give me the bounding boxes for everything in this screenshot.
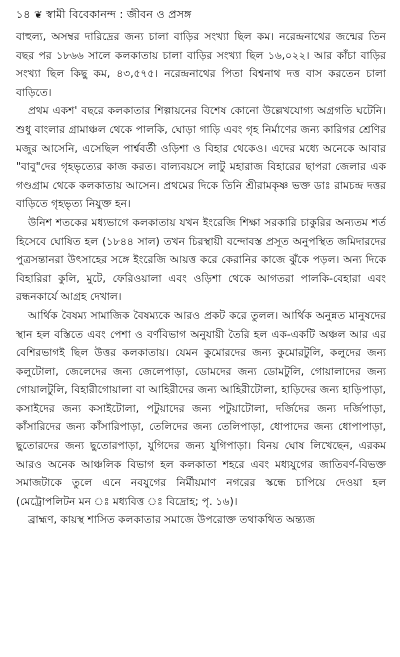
paragraph: প্রথম একশ' বছরে কলকাতার শিল্পায়নের বিশেষ কোনো উল্লেখযোগ্য অগ্রগতি ঘটেনি। শুধু বাংলার গ্রামাঞ্চল থেকে পালকি, ঘোড়া গাড়ি এবং গৃহ নির্মাণের জন্য কারিগর শ্রেণির মজুর আসেনি, এসেছিল পার্শ্ববর্তী ওড়িশা ও বিহার থেকেও। এদের মধ্যে অনেকে আবার "বাবু"দের গৃহভৃত্যের কাজ করত। বাল্যবয়সে লাটু মহারাজ বিহারের ছাপরা জেলার এক গণ্ডগ্রাম থেকে কলকাতায় আসেন। প্রথমের দিকে তিনি শ্রীরামকৃষ্ণ ভক্ত ডাঃ রামচন্দ্র দত্তর বাড়িতে গৃহভৃত্য নিযুক্ত হন। bbox=[16, 105, 386, 211]
body-text bbox=[16, 28, 386, 530]
running-header bbox=[16, 8, 386, 24]
paragraph: উনিশ শতকের মধ্যভাগে কলকাতায় যখন ইংরেজি শিক্ষা সরকারি চাকুরির অন্যতম শর্ত হিসেবে ঘোষিত হল (১৮৪৪ সাল) তখন চিরস্থায়ী বন্দোবস্ত প্রসূত অনুপস্থিত জমিদারদের পুত্রসন্তানরা উৎসাহের সঙ্গে ইংরেজি আয়ত্ত করে কেরানির কাজে ঝুঁকে পড়ল। অন্য দিকে বিহারিরা কুলি, মুটে, ফেরিওয়ালা এবং ওড়িশা থেকে আগতরা পালকি-বেহারা এবং রন্ধনকার্যে আগ্রহ দেখাল। bbox=[16, 216, 386, 304]
ornament-icon: ❦ bbox=[34, 10, 43, 21]
running-title: স্বামী বিবেকানন্দ : জীবন ও প্রসঙ্গ bbox=[46, 8, 192, 21]
paragraph: আর্থিক বৈষম্য সামাজিক বৈষম্যকে আরও প্রকট করে তুলল। আর্থিক অনুন্নত মানুষদের স্থান হল বস্তিতে এবং পেশা ও বর্ণবিভাগ অনুযায়ী তৈরি হল এক-একটি অঞ্চল আর এর বেশিরভাগই ছিল উত্তর কলকাতায়। যেমন কুমোরদের জন্য কুমোরটুলি, কলুদের জন্য কলুটোলা, জেলেদের জন্য জেলেপাড়া, ডোমদের জন্য ডোমটুলি, গোয়ালাদের জন্য গোয়ালটুলি, বিহারীগোয়ালা বা আহিরীদের জন্য আহিরীটোলা, হাড়িদের জন্য হাড়িপাড়া, কসাইদের জন্য কসাইটোলা, পটুয়াদের জন্য পটুয়াটোলা, দর্জিদের জন্য দর্জিপাড়া, কাঁসারিদের জন্য কাঁসারিপাড়া, তেলিদের জন্য তেলিপাড়া, ধোপাদের জন্য ধোপাপাড়া, ছুতোরদের জন্য ছুতোরপাড়া, যুগিদের জন্য যুগিপাড়া। বিনয় ঘোষ লিখেছেন, এরকম আরও অনেক আঞ্চলিক বিভাগ হল কলকাতা শহরে এবং মধ্যযুগের জাতিবর্ণ-বিভক্ত সমাজটাকে তুলে এনে নবযুগের নির্মীয়মাণ নগরের স্কন্ধে চাপিয়ে দেওয়া হল (মেট্রোপলিটন মন ঃ মধ্যবিত্ত ঃ বিদ্রোহ; পৃ. ১৬)। bbox=[16, 309, 386, 508]
paragraph: বাহুল্য, অসম্বর দারিদ্রের জন্য চালা বাড়ির সংখ্যা ছিল কম। নরেন্দ্রনাথের জন্মের তিন বছর পর ১৮৬৬ সালে কলকাতায় চালা বাড়ির সংখ্যা ছিল ১৬,০২২। আর কাঁচা বাড়ির সংখ্যা ছিল কিছু কম, ৪৩,৫৭৫। নরেন্দ্রনাথের পিতা বিশ্বনাথ দত্ত বাস করতেন চালা বাড়িতে। bbox=[16, 31, 386, 99]
paragraph: ব্রাহ্মণ, কায়স্থ শাসিত কলকাতার সমাজে উপরোক্ত তথাকথিত অন্ত্যজ bbox=[28, 514, 315, 527]
page-number: ১৪ bbox=[16, 8, 31, 21]
